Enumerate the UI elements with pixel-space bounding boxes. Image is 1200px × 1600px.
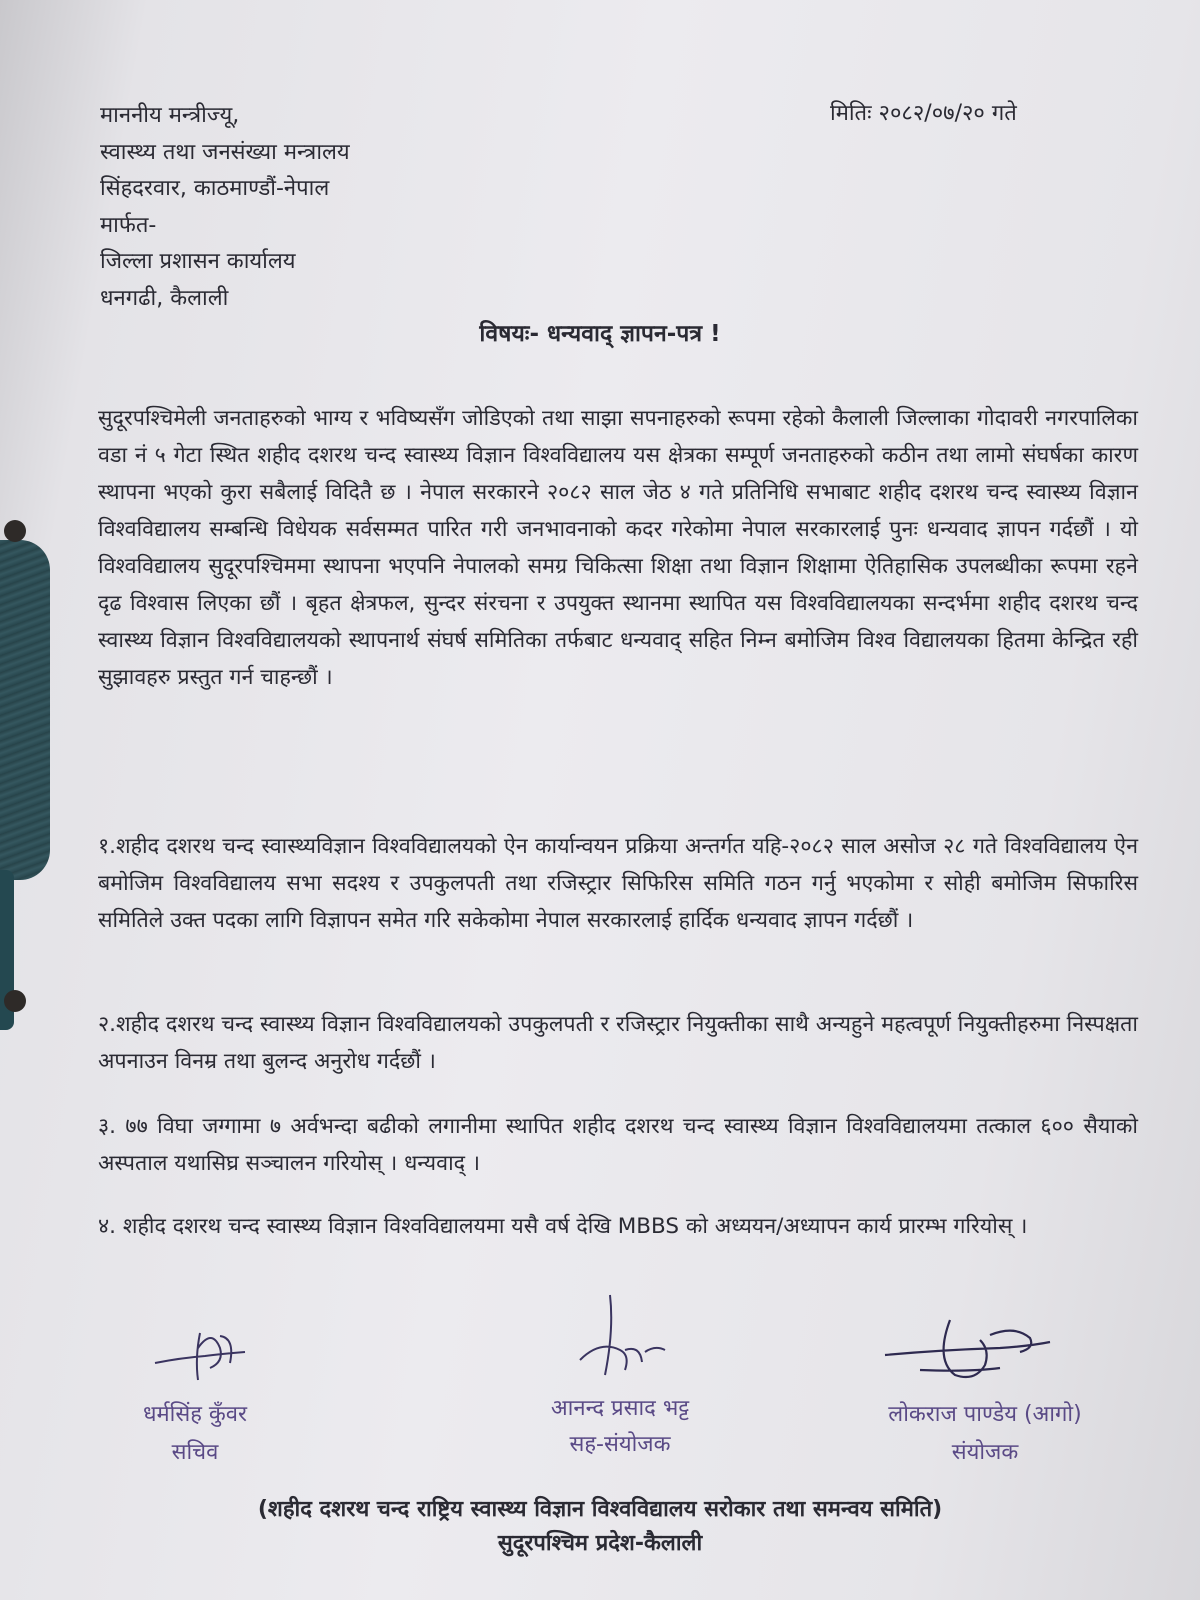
recipient-line: जिल्ला प्रशासन कार्यालय	[100, 249, 296, 274]
body-paragraph: सुदूरपश्चिमेली जनताहरुको भाग्य र भविष्यसँग जोडिएको तथा साझा सपनाहरुको रूपमा रहेको कैलाली जिल्लाका गोदावरी नगरपालिका वडा नं ५ गेटा स्थित शहीद दशरथ चन्द स्वास्थ्य विज्ञान विश्वविद्यालय यस क्षेत्रका सम्पूर्ण जनताहरुको कठीन तथा लामो संघर्षका कारण स्थापना भएको कुरा सबैलाई विदितै छ । नेपाल सरकारने २०८२ साल जेठ ४ गते प्रतिनिधि सभाबाट शहीद दशरथ चन्द स्वास्थ्य विज्ञान विश्वविद्यालय सम्बन्धि विधेयक सर्वसम्मत पारित गरी जनभावनाको कदर गरेकोमा नेपाल सरकारलाई पुनः धन्यवाद ज्ञापन गर्दछौं । यो विश्वविद्यालय सुदूरपश्चिममा स्थापना भएपनि नेपालको समग्र चिकित्सा शिक्षा तथा विज्ञान शिक्षामा ऐतिहासिक उपलब्धीका रूपमा रहने दृढ विश्वास लिएका छौं । बृहत क्षेत्रफल, सुन्दर संरचना र उपयुक्त स्थानमा स्थापित यस विश्वविद्यालयका सन्दर्भमा शहीद दशरथ चन्द स्वास्थ्य विज्ञान विश्वविद्यालयको स्थापनार्थ संघर्ष समितिका तर्फबाट धन्यवाद् सहित निम्न बमोजिम विश्व विद्यालयका हितमा केन्द्रित रही सुझावहरु प्रस्तुत गर्न चाहन्छौं ।	[98, 406, 1138, 690]
body-paragraph: १.शहीद दशरथ चन्द स्वास्थ्यविज्ञान विश्वविद्यालयको ऐन कार्यान्वयन प्रक्रिया अन्तर्गत यहि-२०८२ साल असोज २८ गते विश्वविद्यालय ऐन बमोजिम विश्वविद्यालय सभा सदश्य र उपकुलपती तथा रजिस्ट्रार सिफिरिस समिति गठन गर्नु भएकोमा र सोही बमोजिम सिफारिस समितिले उक्त पदका लागि विज्ञापन समेत गरि सकेकोमा नेपाल सरकारलाई हार्दिक धन्यवाद ज्ञापन गर्दछौं ।	[98, 834, 1138, 933]
body-paragraph: ४. शहीद दशरथ चन्द स्वास्थ्य विज्ञान विश्वविद्यालयमा यसै वर्ष देखि MBBS को अध्ययन/अध्यापन कार्य प्रारम्भ गरियोस् ।	[98, 1214, 1028, 1239]
recipient-line: स्वास्थ्य तथा जनसंख्या मन्त्रालय	[100, 139, 350, 165]
recipient-line: धनगढी, कैलाली	[100, 285, 229, 311]
committee-name: (शहीद दशरथ चन्द राष्ट्रिय स्वास्थ्य विज्ञान विश्वविद्यालय सरोकार तथा समन्वय समिति)	[257, 1497, 943, 1522]
recipient-line: मार्फत-	[100, 212, 157, 238]
punch-hole	[4, 520, 26, 542]
signature-1	[150, 1318, 270, 1388]
signatory-name: लोकराज पाण्डेय (आगो)	[888, 1402, 1082, 1427]
signatory-name: धर्मसिंह कुँवर	[142, 1402, 248, 1427]
signatory-role: संयोजक	[951, 1440, 1019, 1465]
recipient-line: माननीय मन्त्रीज्यू,	[100, 103, 240, 128]
letter-subject: विषयः- धन्यवाद् ज्ञापन-पत्र !	[479, 321, 721, 347]
signatory-role: सचिव	[171, 1440, 219, 1465]
body-paragraph: ३. ७७ विघा जग्गामा ७ अर्वभन्दा बढीको लगानीमा स्थापित शहीद दशरथ चन्द स्वास्थ्य विज्ञान विश्वविद्यालयमा तत्काल ६०० सैयाको अस्पताल यथासिघ्र सञ्चालन गरियोस् । धन्यवाद् ।	[98, 1114, 1138, 1176]
signature-2	[570, 1290, 680, 1390]
recipient-line: सिंहदरवार, काठमाण्डौं-नेपाल	[100, 176, 330, 201]
committee-location: सुदूरपश्चिम प्रदेश-कैलाली	[497, 1531, 703, 1556]
letter-date: मितिः २०८२/०७/२० गते	[830, 101, 1017, 126]
signatory-name: आनन्द प्रसाद भट्ट	[550, 1396, 690, 1421]
punch-hole	[4, 990, 26, 1012]
signature-3	[880, 1310, 1070, 1390]
punch-holes	[0, 520, 40, 1040]
signatory-role: सह-संयोजक	[569, 1432, 671, 1457]
recipient-block	[100, 98, 350, 317]
body-paragraph: २.शहीद दशरथ चन्द स्वास्थ्य विज्ञान विश्वविद्यालयको उपकुलपती र रजिस्ट्रार नियुक्तीका साथै अन्यहुने महत्वपूर्ण नियुक्तीहरुमा निस्पक्षता अपनाउन विनम्र तथा बुलन्द अनुरोध गर्दछौं ।	[98, 1012, 1138, 1074]
